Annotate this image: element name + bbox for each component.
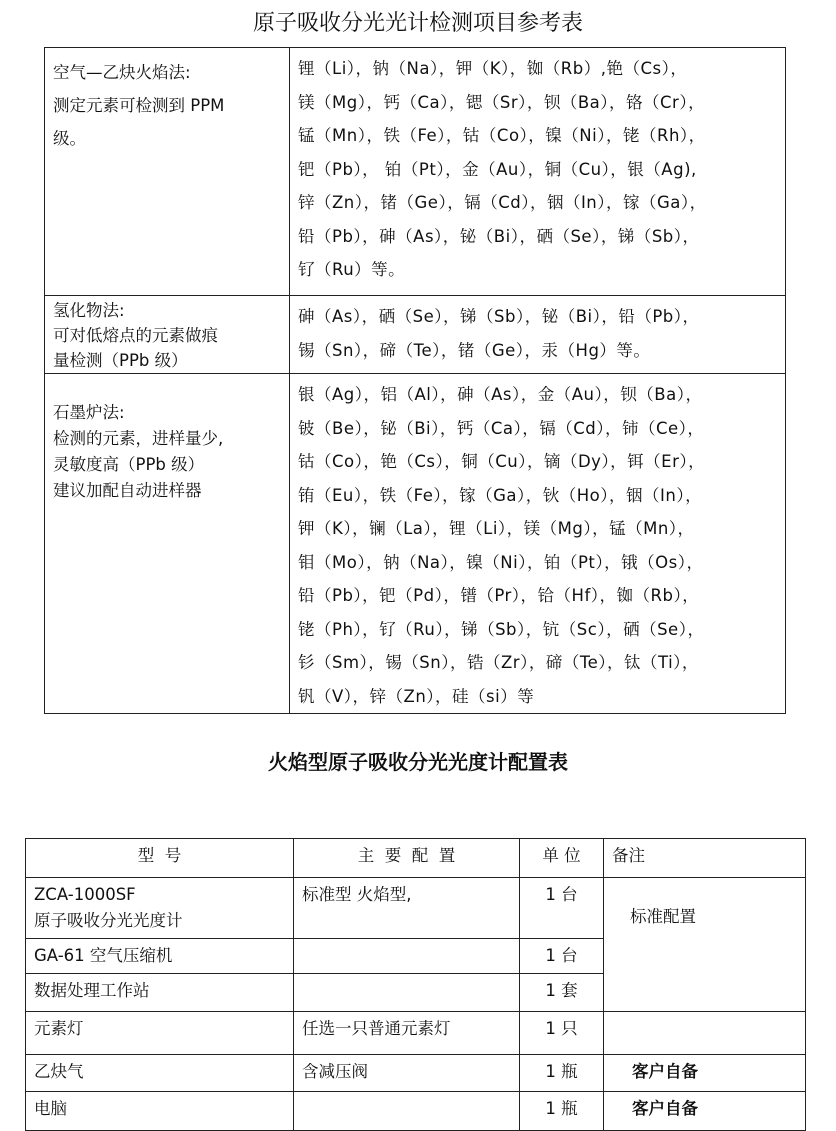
model-cell: 数据处理工作站 bbox=[26, 974, 294, 1012]
unit-cell: 1 只 bbox=[520, 1012, 604, 1055]
model-cell: 元素灯 bbox=[26, 1012, 294, 1055]
table-row bbox=[45, 374, 786, 714]
element-line: 钒（V），锌（Zn），硅（si）等 bbox=[298, 686, 535, 706]
table-row bbox=[26, 1055, 806, 1092]
method-cell bbox=[45, 296, 290, 374]
element-line: 铅（Pb），钯（Pd），镨（Pr），铪（Hf），铷（Rb）， bbox=[298, 586, 700, 605]
element-line: 银（Ag），铝（Al），砷（As），金（Au），钡（Ba）， bbox=[298, 385, 703, 404]
element-line: 锌（Zn），锗（Ge），镉（Cd），铟（In），镓（Ga）， bbox=[298, 193, 707, 212]
config-cell bbox=[294, 974, 520, 1012]
element-line: 铅（Pb），砷（As），铋（Bi），硒（Se），锑（Sb）， bbox=[298, 226, 700, 246]
element-line: 砷（As），硒（Se），锑（Sb），铋（Bi），铅（Pb）， bbox=[298, 307, 700, 326]
config-cell: 含减压阀 bbox=[294, 1055, 520, 1092]
method-line: 石墨炉法: bbox=[53, 403, 125, 422]
unit-cell: 1 瓶 bbox=[520, 1055, 604, 1092]
element-line: 铕（Eu），铁（Fe），镓（Ga），钬（Ho），铟（In）， bbox=[298, 485, 703, 505]
element-line: 钾（K），镧（La），锂（Li），镁（Mg），锰（Mn）， bbox=[298, 519, 695, 538]
method-line: 可对低熔点的元素做痕 bbox=[53, 326, 218, 345]
config-table bbox=[25, 838, 806, 1131]
method-line: 测定元素可检测到 PPM bbox=[53, 96, 225, 115]
table-row bbox=[26, 1092, 806, 1131]
element-line: 钯（Pb）， 铂（Pt），金（Au），铜（Cu），银（Ag), bbox=[298, 159, 697, 179]
note-cell bbox=[604, 1012, 806, 1055]
method-line: 级。 bbox=[53, 129, 86, 148]
element-line: 钼（Mo），钠（Na），镍（Ni），铂（Pt），锇（Os）， bbox=[298, 552, 704, 572]
method-line: 检测的元素，进样量少, bbox=[53, 429, 224, 448]
config-table-title: 火焰型原子吸收分光光度计配置表 bbox=[268, 750, 568, 774]
method-line: 空气—乙炔火焰法: bbox=[53, 63, 191, 82]
table-row bbox=[26, 878, 806, 939]
table-row bbox=[45, 296, 786, 374]
method-cell bbox=[45, 48, 290, 296]
element-line: 铑（Ph），钌（Ru），锑（Sb），钪（Sc），硒（Se）， bbox=[298, 619, 705, 639]
table-row bbox=[26, 1012, 806, 1055]
model-cell: 乙炔气 bbox=[26, 1055, 294, 1092]
elements-cell bbox=[290, 296, 786, 374]
config-cell bbox=[294, 1092, 520, 1131]
page-title: 原子吸收分光光计检测项目参考表 bbox=[252, 11, 583, 36]
elements-cell bbox=[290, 48, 786, 296]
table-row bbox=[45, 48, 786, 296]
element-line: 钴（Co），铯（Cs），铜（Cu），镝（Dy），铒（Er）， bbox=[298, 452, 706, 471]
model: ZCA-1000SF bbox=[34, 885, 136, 904]
method-line: 量检测（PPb 级） bbox=[53, 351, 188, 370]
method-line: 氢化物法: bbox=[53, 301, 125, 320]
model-cell bbox=[26, 878, 294, 939]
header-model: 型 号 bbox=[26, 839, 294, 878]
model-cell: GA-61 空气压缩机 bbox=[26, 939, 294, 974]
config-cell: 标准型 火焰型, bbox=[294, 878, 520, 939]
unit-cell: 1 台 bbox=[520, 939, 604, 974]
element-line: 钌（Ru）等。 bbox=[298, 260, 406, 279]
header-row bbox=[26, 839, 806, 878]
method-line: 建议加配自动进样器 bbox=[53, 481, 202, 500]
method-cell bbox=[45, 374, 290, 714]
element-line: 锰（Mn），铁（Fe），钴（Co），镍（Ni），铑（Rh）， bbox=[298, 126, 706, 145]
element-line: 铍（Be），铋（Bi），钙（Ca），镉（Cd），铈（Ce）， bbox=[298, 418, 705, 438]
model-cell: 电脑 bbox=[26, 1092, 294, 1131]
element-line: 钐（Sm），锡（Sn），锆（Zr），碲（Te），钛（Ti）， bbox=[298, 653, 699, 672]
element-line: 锡（Sn），碲（Te），锗（Ge），汞（Hg）等。 bbox=[298, 340, 651, 360]
unit-cell: 1 套 bbox=[520, 974, 604, 1012]
header-unit: 单 位 bbox=[520, 839, 604, 878]
note-cell: 客户自备 bbox=[604, 1055, 806, 1092]
elements-cell bbox=[290, 374, 786, 714]
element-line: 镁（Mg），钙（Ca），锶（Sr），钡（Ba），铬（Cr）， bbox=[298, 92, 706, 112]
model-desc: 原子吸收分光光度计 bbox=[34, 911, 183, 930]
element-line: 锂（Li），钠（Na），钾（K），铷（Rb）,铯（Cs）， bbox=[298, 59, 688, 78]
detection-items-table bbox=[44, 47, 786, 714]
unit-cell: 1 瓶 bbox=[520, 1092, 604, 1131]
config-cell bbox=[294, 939, 520, 974]
header-config: 主 要 配 置 bbox=[294, 839, 520, 878]
unit-cell: 1 台 bbox=[520, 878, 604, 939]
method-line: 灵敏度高（PPb 级） bbox=[53, 455, 205, 474]
config-cell: 任选一只普通元素灯 bbox=[294, 1012, 520, 1055]
note-cell: 客户自备 bbox=[604, 1092, 806, 1131]
header-note: 备注 bbox=[604, 839, 806, 878]
note-cell: 标准配置 bbox=[604, 878, 806, 1012]
